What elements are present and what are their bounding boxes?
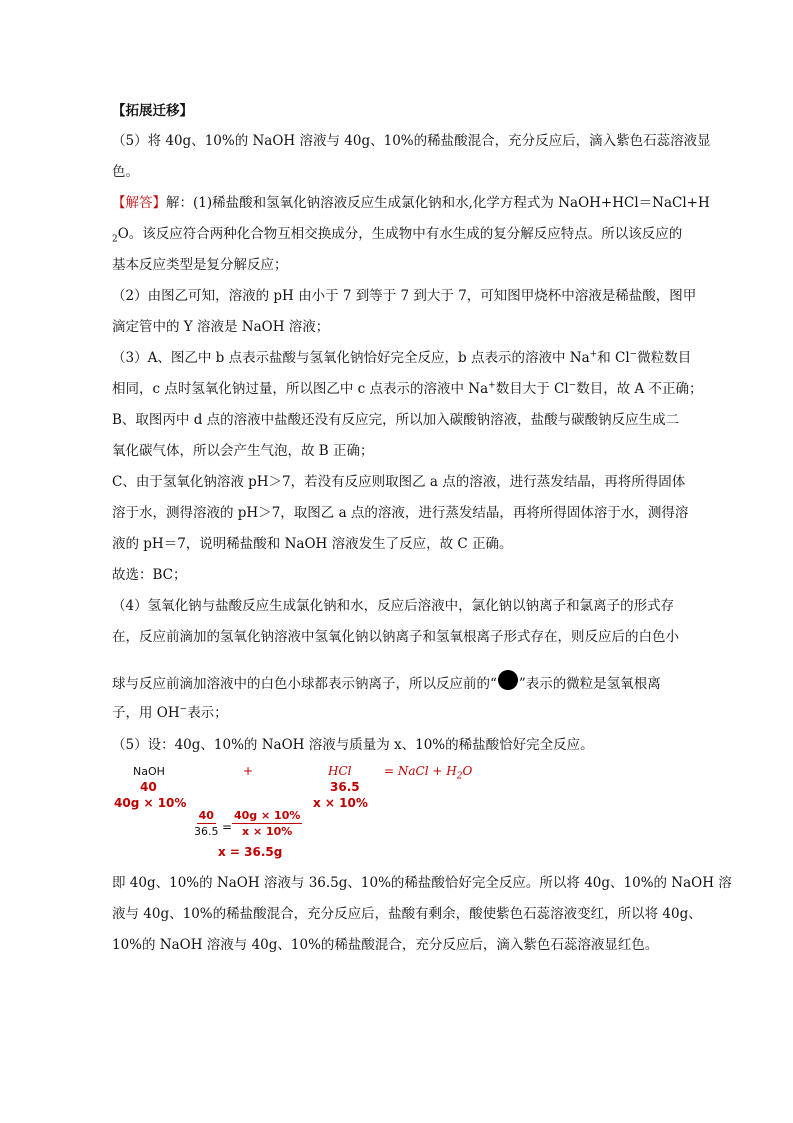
section-title: 【拓展迁移】	[112, 103, 193, 119]
fraction-equals: =	[222, 820, 233, 834]
subscript-2: 2	[112, 234, 118, 245]
answer-3-line-3: B、取图丙中 d 点的溶液中盐酸还没有反应完，所以加入碳酸钠溶液，盐酸与碳酸钠反应生成二	[112, 412, 680, 428]
answer-5-line-1: （5）设：40g、10%的 NaOH 溶液与质量为 x、10%的稀盐酸恰好完全反应。	[112, 737, 594, 753]
a3-text: 相同，c 点时氢氧化钠过量，所以图乙中 c 点表示的溶液中 Na	[112, 381, 489, 397]
subscript-2: 2	[456, 771, 463, 782]
answer-1-line-1	[112, 193, 710, 213]
answer-4-line-3	[112, 670, 661, 694]
a3-text: （3）A、图乙中 b 点表示盐酸与氢氧化钠恰好完全反应，b 点表示的溶液中 Na	[112, 350, 590, 366]
answer-2-line-2: 滴定管中的 Y 溶液是 NaOH 溶液；	[112, 319, 330, 335]
superscript-minus: −	[629, 349, 638, 360]
superscript-minus: −	[568, 380, 577, 391]
fraction-left-denominator: 36.5	[194, 825, 219, 838]
eq-given-naoh: 40g × 10%	[114, 796, 187, 810]
fraction-right	[232, 809, 302, 838]
fraction-left-numerator: 40	[198, 809, 214, 822]
eq-naoh: NaOH	[133, 765, 165, 778]
eq-products-text: = NaCl + H	[384, 764, 457, 778]
answer-5-line-4: 10%的 NaOH 溶液与 40g、10%的稀盐酸混合，充分反应后，滴入紫色石蕊溶液显红色。	[112, 937, 659, 953]
answer-3-line-6: 溶于水，测得溶液的 pH＞7，取图乙 a 点的溶液，进行蒸发结晶，再将所得固体溶于水，测得溶	[112, 505, 689, 521]
superscript-plus: +	[589, 349, 598, 360]
eq-mass-hcl: 36.5	[330, 780, 360, 794]
eq-result: x = 36.5g	[218, 845, 283, 859]
eq-plus: +	[243, 764, 254, 778]
eq-hcl: HCl	[328, 764, 352, 778]
answer-3-line-2	[112, 379, 703, 399]
eq-mass-naoh: 40	[140, 780, 157, 794]
black-ball-icon	[498, 670, 518, 690]
answer-2-line-1: （2）由图乙可知，溶液的 pH 由小于 7 到等于 7 到大于 7，可知图甲烧杯中溶液是稀盐酸，图甲	[112, 288, 697, 304]
a4-text: ”表示的微粒是氢氧根离	[518, 676, 661, 692]
fraction-right-numerator: 40g × 10%	[234, 809, 301, 822]
a3-text: 数目大于 Cl	[495, 381, 569, 397]
eq-products	[384, 764, 473, 782]
superscript-minus: −	[179, 704, 188, 715]
answer-3-line-4: 氧化碳气体，所以会产生气泡，故 B 正确；	[112, 443, 374, 459]
a4-text: 表示；	[187, 705, 228, 721]
answer-1-line-2	[112, 224, 682, 244]
answer-1-text-2: O。该反应符合两种化合物互相交换成分，生成物中有水生成的复分解反应特点。所以该反应的	[117, 226, 683, 242]
answer-1-line-3: 基本反应类型是复分解反应；	[112, 257, 288, 273]
answer-4-line-1: （4）氢氧化钠与盐酸反应生成氯化钠和水，反应后溶液中，氯化钠以钠离子和氯离子的形式存	[112, 598, 675, 614]
a3-text: 数目，故 A 不正确；	[576, 381, 703, 397]
answer-3-line-5: C、由于氢氧化钠溶液 pH＞7，若没有反应则取图乙 a 点的溶液，进行蒸发结晶，再将所得固体	[112, 474, 686, 490]
a3-text: 微粒数目	[637, 350, 692, 366]
fraction-right-denominator: x × 10%	[242, 825, 293, 838]
answer-4-line-4	[112, 703, 228, 723]
superscript-plus: +	[488, 380, 496, 391]
answer-label: 【解答】	[112, 195, 166, 211]
answer-4-line-2: 在，反应前滴加的氢氧化钠溶液中氢氧化钠以钠离子和氢氧根离子形式存在，则反应后的白色小	[112, 629, 679, 645]
answer-3-line-7: 液的 pH＝7，说明稀盐酸和 NaOH 溶液发生了反应，故 C 正确。	[112, 536, 513, 552]
answer-1-text: 解：(1)稀盐酸和氢氧化钠溶液反应生成氯化钠和水,化学方程式为 NaOH+HCl＝NaCl+H	[166, 195, 710, 211]
eq-products-o: O	[462, 764, 473, 778]
a4-text: 球与反应前滴加溶液中的白色小球都表示钠离子，所以反应前的“	[112, 676, 497, 692]
a4-text: 子，用 OH	[112, 705, 180, 721]
q5-line-1: （5）将 40g、10%的 NaOH 溶液与 40g、10%的稀盐酸混合，充分反应后，滴入紫色石蕊溶液显	[112, 133, 711, 149]
a3-text: 和 Cl	[597, 350, 630, 366]
answer-3-line-1	[112, 348, 691, 368]
fraction-left	[194, 809, 219, 838]
q5-line-2: 色。	[112, 164, 139, 180]
answer-choice: 故选：BC；	[112, 567, 187, 583]
answer-5-line-2: 即 40g、10%的 NaOH 溶液与 36.5g、10%的稀盐酸恰好完全反应。所以将 40g、10%的 NaOH 溶	[112, 875, 732, 891]
answer-5-line-3: 液与 40g、10%的稀盐酸混合，充分反应后，盐酸有剩余，酸使紫色石蕊溶液变红，所以将 40g、	[112, 906, 702, 922]
eq-given-hcl: x × 10%	[313, 796, 368, 810]
